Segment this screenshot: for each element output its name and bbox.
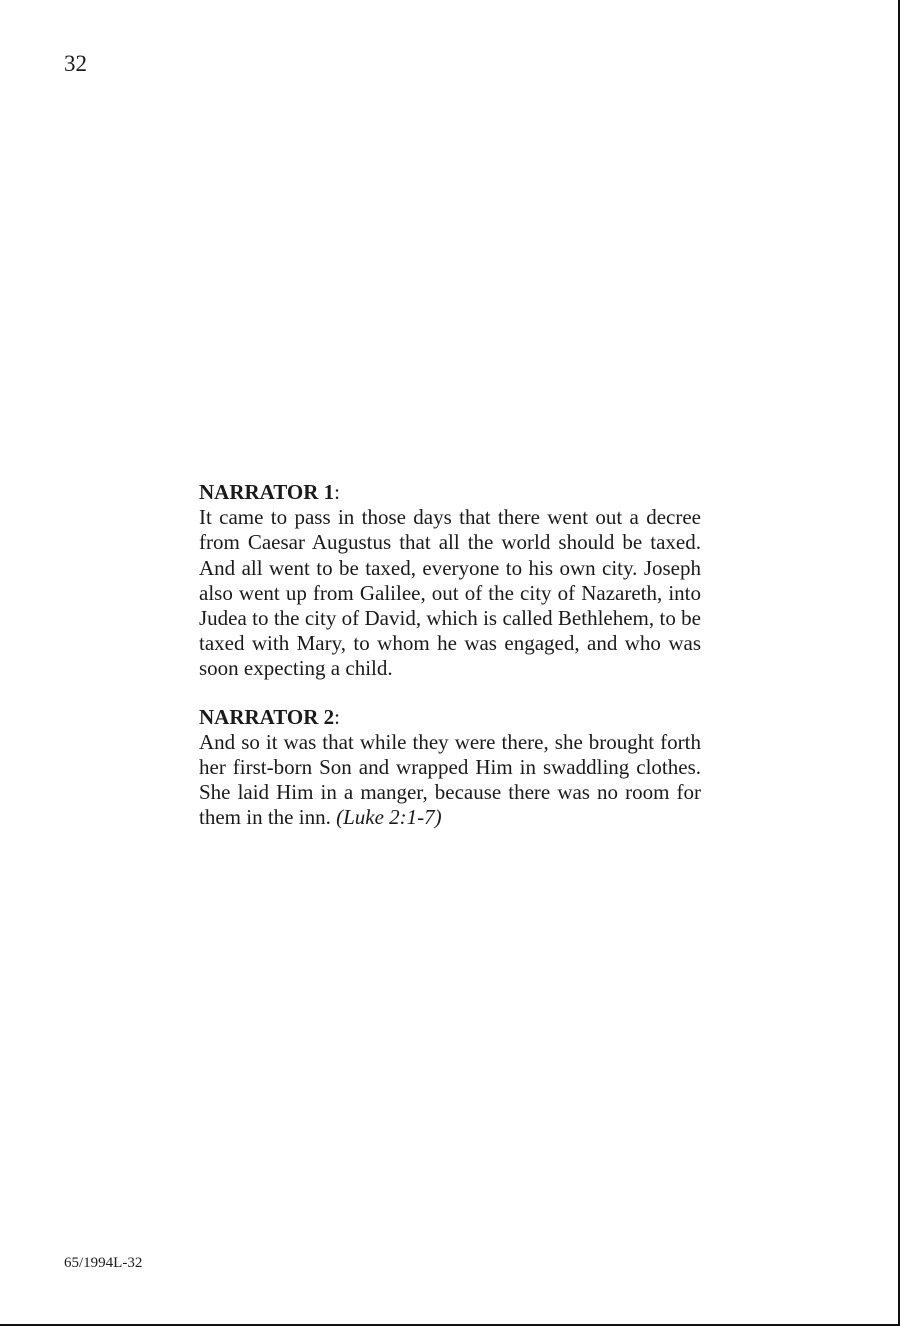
narrator-1-heading <box>199 480 701 505</box>
narrator-2-name: NARRATOR 2 <box>199 704 335 729</box>
page-number: 32 <box>64 51 87 76</box>
narrator-1-text: It came to pass in those days that there went out a decree from Caesar Augustus that all the world should be taxed. And all went to be taxed, everyone to his own city. Joseph also went up from Galilee, out of the city of Nazareth, into Judea to the city of David, which is called Bethlehem, to be taxed with Mary, to whom he was engaged, and who was soon expecting a child. <box>199 505 701 681</box>
narrator-1-colon: : <box>334 480 340 504</box>
narrator-2-section <box>199 705 701 831</box>
footer-code: 65/1994L-32 <box>64 1255 143 1271</box>
narrator-1-section <box>199 480 701 682</box>
narrator-2-body: And so it was that while they were there, she brought forth her first-born Son and wrapped Him in swaddling clothes. She laid Him in a manger, because there was no room for them in the inn. <box>199 729 701 830</box>
narrator-2-text <box>199 730 701 831</box>
narrator-1-name: NARRATOR 1 <box>199 480 335 504</box>
narrator-2-colon: : <box>334 704 340 729</box>
script-content <box>199 480 701 854</box>
scripture-citation: (Luke 2:1-7) <box>336 805 442 830</box>
narrator-2-heading <box>199 705 701 730</box>
